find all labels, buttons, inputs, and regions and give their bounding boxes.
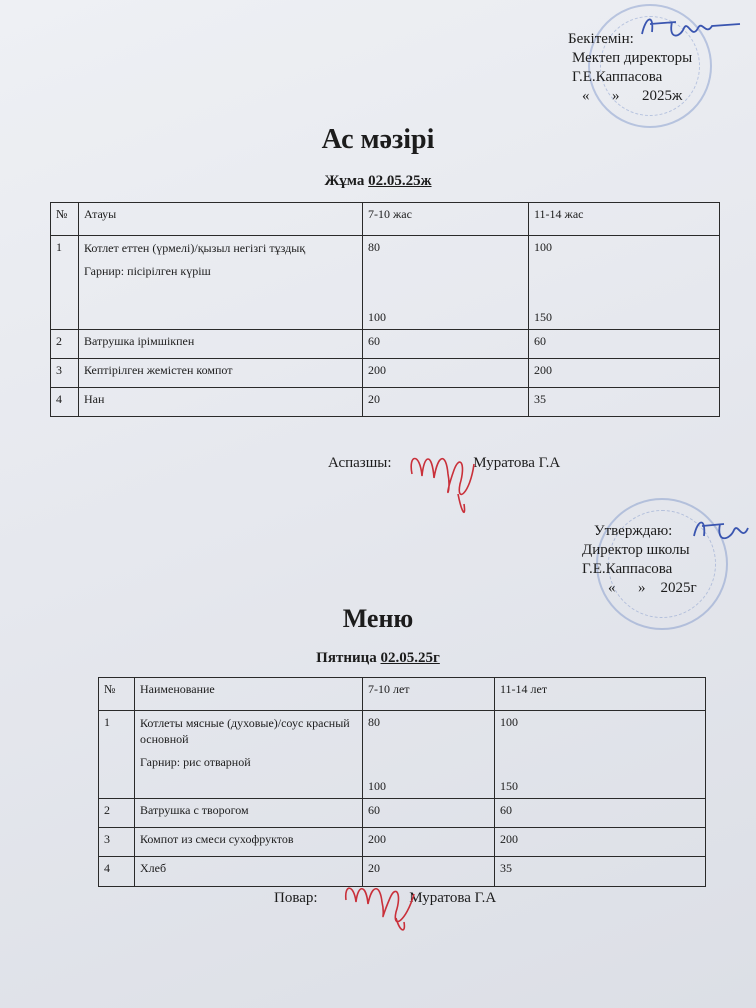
table-header-row <box>51 203 720 236</box>
row-qty-7-10: 200 <box>363 359 529 388</box>
header-num: № <box>51 203 79 236</box>
approver-name: Г.Е.Каппасова <box>582 561 673 577</box>
row-num: 4 <box>51 388 79 417</box>
cook-name: Муратова Г.А <box>409 890 497 906</box>
approval-date-line: « » 2025ж <box>582 88 683 104</box>
row-qty-7-10 <box>363 711 495 799</box>
cook-signature <box>340 874 430 934</box>
row-num: 2 <box>51 330 79 359</box>
qty-main: 100 <box>500 715 518 729</box>
row-dish <box>79 236 363 330</box>
cook-label: Повар: <box>274 890 318 906</box>
header-name: Атауы <box>79 203 363 236</box>
table-row <box>99 711 706 799</box>
row-qty-7-10: 60 <box>363 799 495 828</box>
row-num: 1 <box>51 236 79 330</box>
row-dish: Хлеб <box>135 857 363 887</box>
header-age-11-14: 11-14 лет <box>495 678 706 711</box>
row-num: 4 <box>99 857 135 887</box>
menu-table-ru <box>98 677 706 887</box>
approve-label: Утверждаю: <box>594 523 673 539</box>
header-age-7-10: 7-10 жас <box>363 203 529 236</box>
day-label: Пятница <box>316 650 377 666</box>
director-signature <box>690 512 754 552</box>
row-qty-11-14: 200 <box>495 828 706 857</box>
page-title-kz: Ас мәзірі <box>321 124 435 155</box>
cook-signature <box>404 434 484 524</box>
page-title-ru: Меню <box>342 604 414 633</box>
header-num: № <box>99 678 135 711</box>
row-num: 1 <box>99 711 135 799</box>
row-qty-11-14: 35 <box>529 388 720 417</box>
director-signature <box>636 10 746 46</box>
approval-block-ru <box>576 522 697 598</box>
table-row <box>51 388 720 417</box>
day-label: Жұма <box>324 173 365 189</box>
header-age-7-10: 7-10 лет <box>363 678 495 711</box>
day-date-ru <box>0 650 756 667</box>
dish-side: Гарнир: рис отварной <box>140 755 251 769</box>
row-dish: Ватрушка с творогом <box>135 799 363 828</box>
row-dish <box>135 711 363 799</box>
row-qty-11-14 <box>529 236 720 330</box>
row-qty-11-14 <box>495 711 706 799</box>
row-qty-11-14: 35 <box>495 857 706 887</box>
header-name: Наименование <box>135 678 363 711</box>
row-num: 3 <box>51 359 79 388</box>
table-row <box>51 236 720 330</box>
row-qty-11-14: 200 <box>529 359 720 388</box>
table-row <box>51 330 720 359</box>
approver-position: Директор школы <box>582 542 690 558</box>
table-row <box>99 828 706 857</box>
dish-name: Котлет еттен (үрмелі)/қызыл негізгі тұздық <box>84 241 306 255</box>
row-dish: Кептірілген жемістен компот <box>79 359 363 388</box>
table-row <box>51 359 720 388</box>
qty-side: 100 <box>368 310 386 324</box>
menu-table-kz <box>50 202 720 417</box>
qty-side: 100 <box>368 779 386 793</box>
header-age-11-14: 11-14 жас <box>529 203 720 236</box>
qty-main: 80 <box>368 240 380 254</box>
row-qty-7-10 <box>363 236 529 330</box>
row-num: 2 <box>99 799 135 828</box>
row-qty-7-10: 60 <box>363 330 529 359</box>
cook-name: Муратова Г.А <box>473 455 561 471</box>
cook-label: Аспазшы: <box>328 455 392 471</box>
menu-date: 02.05.25ж <box>368 173 432 189</box>
dish-side: Гарнир: пісірілген күріш <box>84 264 211 278</box>
dish-name: Котлеты мясные (духовые)/соус красный основной <box>140 716 350 746</box>
approver-name: Г.Е.Каппасова <box>572 69 663 85</box>
row-dish: Нан <box>79 388 363 417</box>
day-date-kz <box>0 173 756 190</box>
table-row <box>99 799 706 828</box>
row-qty-7-10: 200 <box>363 828 495 857</box>
row-qty-11-14: 60 <box>495 799 706 828</box>
table-header-row <box>99 678 706 711</box>
qty-side: 150 <box>534 310 552 324</box>
approval-date-line: « » 2025г <box>608 580 697 596</box>
row-qty-11-14: 60 <box>529 330 720 359</box>
approver-position: Мектеп директоры <box>572 50 693 66</box>
qty-main: 80 <box>368 715 380 729</box>
row-num: 3 <box>99 828 135 857</box>
qty-side: 150 <box>500 779 518 793</box>
qty-main: 100 <box>534 240 552 254</box>
row-qty-7-10: 20 <box>363 857 495 887</box>
approve-label: Бекітемін: <box>568 31 634 47</box>
row-dish: Ватрушка ірімшікпен <box>79 330 363 359</box>
row-qty-7-10: 20 <box>363 388 529 417</box>
menu-date: 02.05.25г <box>380 650 440 666</box>
row-dish: Компот из смеси сухофруктов <box>135 828 363 857</box>
